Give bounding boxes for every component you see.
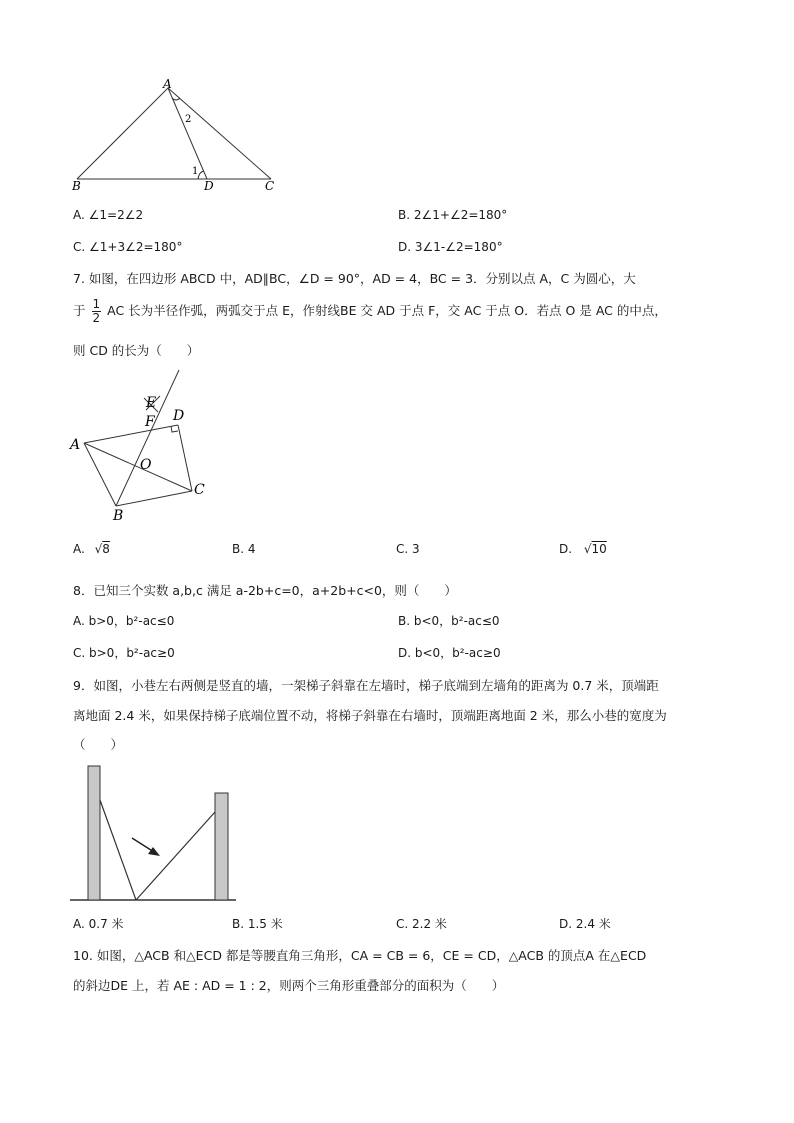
q9-line-2: 离地面 2.4 米，如果保持梯子底端位置不动，将梯子斜靠在右墙时，顶端距离地面 2 米，那么小巷的宽度为 bbox=[73, 708, 667, 723]
quadrilateral-abcd-figure bbox=[66, 368, 216, 526]
alley-ladder-figure bbox=[70, 762, 240, 906]
q8-option-d: D. b<0，b²-ac≥0 bbox=[398, 646, 501, 660]
q7-line-2-post: AC 长为半径作弧，两弧交于点 E，作射线BE 交 AD 于点 F，交 AC 于点 O．若点 O 是 AC 的中点， bbox=[107, 303, 667, 318]
right-wall bbox=[215, 793, 228, 900]
label-d: D bbox=[204, 179, 214, 193]
label-f: F bbox=[145, 414, 155, 430]
q7-option-d bbox=[559, 541, 607, 557]
q10-line-2: 的斜边DE 上，若 AE : AD = 1 : 2，则两个三角形重叠部分的面积为（ ） bbox=[73, 978, 505, 993]
q7-line-1: 7. 如图，在四边形 ABCD 中，AD∥BC，∠D = 90°，AD = 4，BC = 3．分别以点 A，C 为圆心，大 bbox=[73, 271, 636, 286]
ladder-right bbox=[136, 812, 215, 900]
triangle-abc-figure bbox=[60, 76, 290, 196]
q7-option-b: B. 4 bbox=[232, 542, 256, 556]
q7-option-a-prefix: A. bbox=[73, 542, 85, 556]
q9-line-3: （ ） bbox=[73, 737, 124, 752]
angle-1-label: 1 bbox=[192, 166, 199, 177]
angle-2-label: 2 bbox=[185, 114, 192, 125]
label-c: C bbox=[265, 179, 275, 193]
label-b: B bbox=[72, 179, 81, 193]
q9-option-c: C. 2.2 米 bbox=[396, 917, 447, 931]
left-wall bbox=[88, 766, 100, 900]
label-o: O bbox=[140, 457, 152, 473]
q7-line-3: 则 CD 的长为（ ） bbox=[73, 343, 200, 358]
q8-option-c: C. b>0，b²-ac≥0 bbox=[73, 646, 175, 660]
label-d: D bbox=[173, 408, 185, 424]
q8-option-a: A. b>0，b²-ac≤0 bbox=[73, 614, 175, 628]
label-a: A bbox=[70, 437, 81, 453]
fraction-one-half bbox=[92, 298, 102, 325]
q6-option-d: D. 3∠1-∠2=180° bbox=[398, 240, 503, 254]
sqrt-icon: √ bbox=[94, 542, 103, 556]
q6-option-a: A. ∠1=2∠2 bbox=[73, 208, 144, 222]
q8-option-b: B. b<0，b²-ac≤0 bbox=[398, 614, 500, 628]
label-c: C bbox=[194, 482, 205, 498]
q7-line-2 bbox=[73, 298, 667, 325]
arrow-icon bbox=[148, 847, 160, 856]
sqrt-icon: √ bbox=[583, 542, 592, 556]
q7-option-a-radicand: 8 bbox=[102, 542, 110, 556]
fraction-denominator: 2 bbox=[92, 311, 101, 325]
q6-option-c: C. ∠1+3∠2=180° bbox=[73, 240, 183, 254]
q7-option-d-radicand: 10 bbox=[591, 542, 607, 556]
q7-option-d-prefix: D. bbox=[559, 542, 573, 556]
q7-line-2-pre: 于 bbox=[73, 303, 86, 318]
q9-option-d: D. 2.4 米 bbox=[559, 917, 611, 931]
label-e: E bbox=[146, 395, 157, 411]
q7-option-c: C. 3 bbox=[396, 542, 420, 556]
q10-line-1: 10. 如图，△ACB 和△ECD 都是等腰直角三角形，CA = CB = 6，CE = CD，△ACB 的顶点A 在△ECD bbox=[73, 948, 647, 963]
q9-option-a: A. 0.7 米 bbox=[73, 917, 124, 931]
q7-option-a bbox=[73, 541, 110, 557]
q9-option-b: B. 1.5 米 bbox=[232, 917, 283, 931]
label-b: B bbox=[113, 508, 124, 524]
label-a: A bbox=[163, 77, 172, 91]
q6-option-b: B. 2∠1+∠2=180° bbox=[398, 208, 508, 222]
q8-stem: 8．已知三个实数 a,b,c 满足 a-2b+c=0，a+2b+c<0，则（ ） bbox=[73, 583, 457, 598]
fraction-numerator: 1 bbox=[92, 297, 101, 311]
q9-line-1: 9．如图，小巷左右两侧是竖直的墙，一架梯子斜靠在左墙时，梯子底端到左墙角的距离为 0.7 米，顶端距 bbox=[73, 678, 659, 693]
ladder-left bbox=[100, 800, 136, 900]
